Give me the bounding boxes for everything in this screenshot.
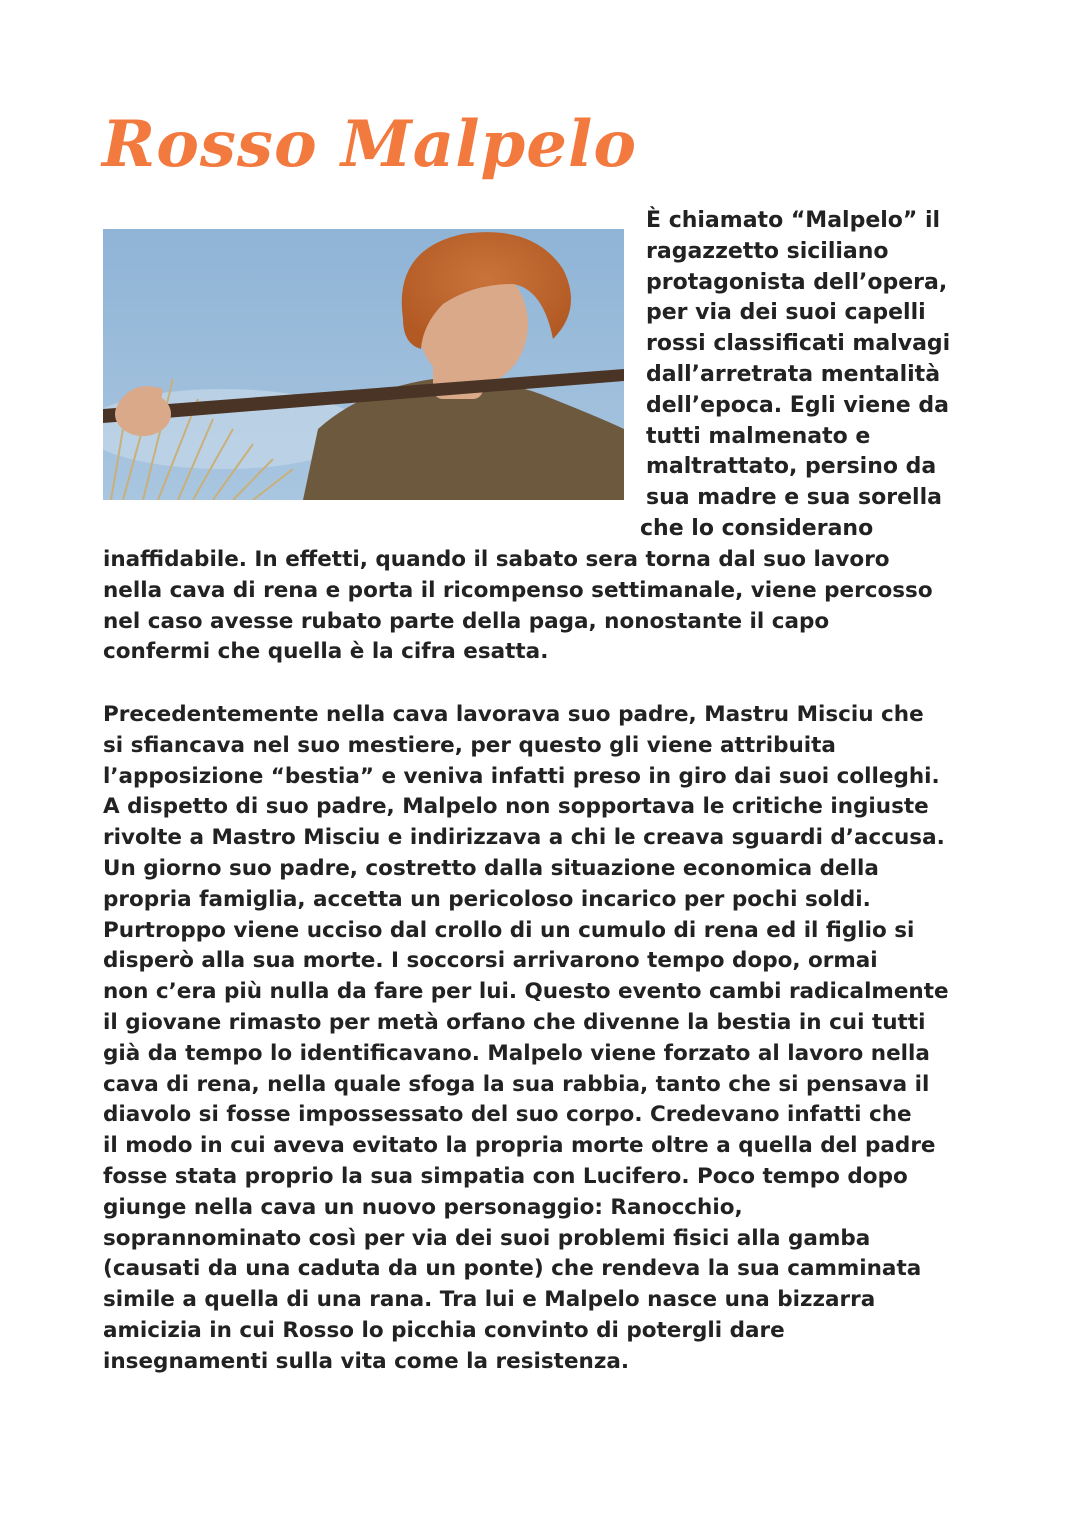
intro-line: tutti malmenato e xyxy=(646,423,871,449)
intro-line: protagonista dell’opera, xyxy=(646,269,948,295)
paragraph-line: A dispetto di suo padre, Malpelo non sopportava le critiche ingiuste xyxy=(103,794,929,820)
paragraph-line: fosse stata proprio la sua simpatia con Lucifero. Poco tempo dopo xyxy=(103,1163,908,1189)
paragraph-line: (causati da una caduta da un ponte) che rendeva la sua camminata xyxy=(103,1256,922,1282)
paragraph-line: disperò alla sua morte. I soccorsi arrivarono tempo dopo, ormai xyxy=(103,948,878,974)
intro-line: dall’arretrata mentalità xyxy=(646,361,941,387)
page-title: Rosso Malpelo xyxy=(102,107,637,182)
boy-with-stick-illustration xyxy=(103,229,624,500)
paragraph-line: l’apposizione “bestia” e veniva infatti preso in giro dai suoi colleghi. xyxy=(103,763,940,789)
paragraph-line: inaffidabile. In effetti, quando il sabato sera torna dal suo lavoro xyxy=(103,547,890,572)
paragraph-line: Purtroppo viene ucciso dal crollo di un cumulo di rena ed il figlio si xyxy=(103,917,915,943)
paragraph-line: si sfiancava nel suo mestiere, per questo gli viene attribuita xyxy=(103,732,836,758)
paragraph-line: il giovane rimasto per metà orfano che divenne la bestia in cui tutti xyxy=(103,1009,926,1035)
intro-line: È chiamato “Malpelo” il xyxy=(646,208,941,233)
intro-line: sua madre e sua sorella xyxy=(646,485,942,511)
paragraph-line: giunge nella cava un nuovo personaggio: Ranocchio, xyxy=(103,1194,743,1220)
paragraph-line: cava di rena, nella quale sfoga la sua rabbia, tanto che si pensava il xyxy=(103,1071,930,1097)
intro-line: dell’epoca. Egli viene da xyxy=(646,392,949,418)
paragraph-line: non c’era più nulla da fare per lui. Questo evento cambi radicalmente xyxy=(103,979,949,1005)
paragraph-line: diavolo si fosse impossessato del suo corpo. Credevano infatti che xyxy=(103,1102,912,1128)
paragraph-line: propria famiglia, accetta un pericoloso incarico per pochi soldi. xyxy=(103,886,871,912)
intro-text-column xyxy=(640,206,976,545)
paragraph-line: Precedentemente nella cava lavorava suo padre, Mastru Misciu che xyxy=(103,702,924,727)
paragraph-line: nel caso avesse rubato parte della paga, nonostante il capo xyxy=(103,608,830,634)
paragraph-line: il modo in cui aveva evitato la propria morte oltre a quella del padre xyxy=(103,1133,936,1159)
malpelo-photo xyxy=(103,229,624,500)
paragraph-line: confermi che quella è la cifra esatta. xyxy=(103,639,549,665)
paragraph-line: amicizia in cui Rosso lo picchia convinto di potergli dare xyxy=(103,1317,785,1343)
intro-line: rossi classificati malvagi xyxy=(646,331,951,357)
intro-line: maltrattato, persino da xyxy=(646,454,937,480)
paragraph-line: nella cava di rena e porta il ricompenso settimanale, viene percosso xyxy=(103,577,933,603)
paragraph-line: rivolte a Mastro Misciu e indirizzava a chi le creava sguardi d’accusa. xyxy=(103,825,945,851)
intro-line: che lo considerano xyxy=(640,515,874,541)
intro-line: ragazzetto siciliano xyxy=(646,238,889,264)
paragraph-line: già da tempo lo identificavano. Malpelo viene forzato al lavoro nella xyxy=(103,1040,930,1066)
paragraph-line: soprannominato così per via dei suoi problemi fisici alla gamba xyxy=(103,1225,871,1251)
intro-line: per via dei suoi capelli xyxy=(646,300,926,326)
paragraph-line: simile a quella di una rana. Tra lui e Malpelo nasce una bizzarra xyxy=(103,1287,876,1313)
paragraph-1 xyxy=(103,545,983,668)
paragraph-2 xyxy=(103,700,983,1378)
paragraph-line: insegnamenti sulla vita come la resistenza. xyxy=(103,1348,630,1374)
paragraph-line: Un giorno suo padre, costretto dalla situazione economica della xyxy=(103,855,879,881)
